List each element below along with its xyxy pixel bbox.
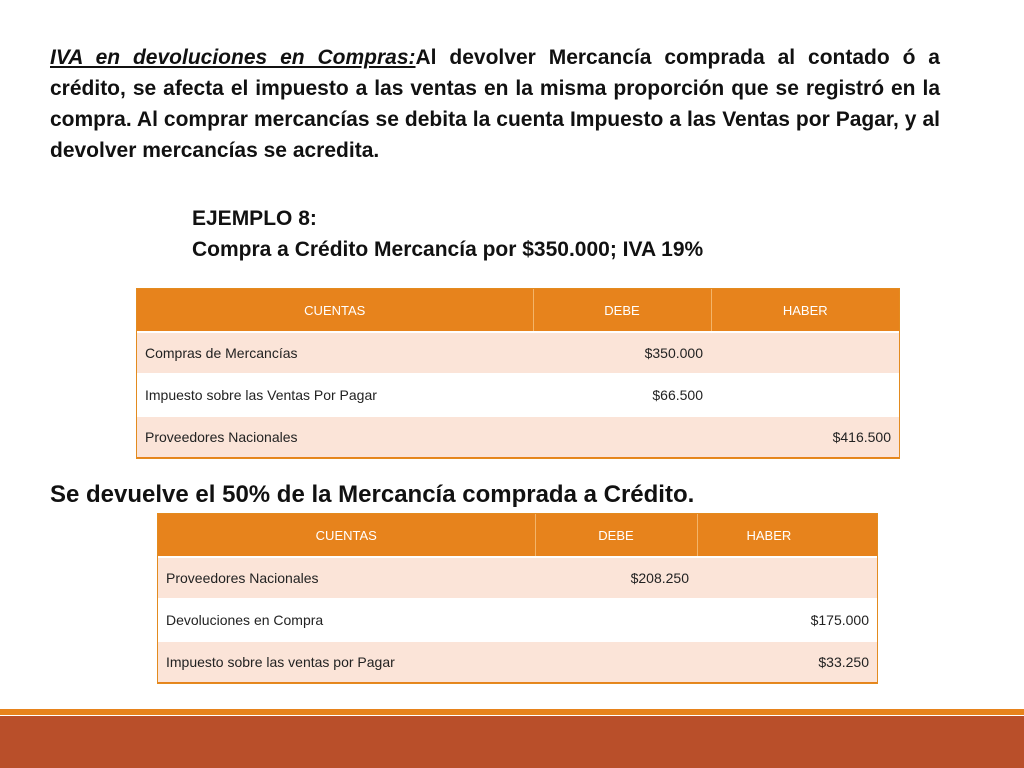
account-cell: Proveedores Nacionales [158,557,535,599]
table-row [158,557,877,599]
header-debe: DEBE [535,514,697,557]
table-row [137,332,899,374]
return-heading: Se devuelve el 50% de la Mercancía comprada a Crédito. [50,481,695,508]
table-row [137,374,899,416]
intro-paragraph [50,42,940,166]
table-row [158,599,877,641]
debit-cell: $208.250 [535,557,697,599]
account-cell: Proveedores Nacionales [137,416,533,458]
credit-cell [697,557,877,599]
credit-cell [711,332,899,374]
account-cell: Compras de Mercancías [137,332,533,374]
purchase-entry-table [137,289,899,458]
header-haber: HABER [697,514,877,557]
table-row [158,641,877,683]
table-row [137,416,899,458]
footer-accent-line [0,709,1024,715]
debit-cell [533,416,711,458]
footer-band [0,716,1024,768]
credit-cell: $175.000 [697,599,877,641]
return-entry-table [158,514,877,683]
account-cell: Devoluciones en Compra [158,599,535,641]
header-cuentas: CUENTAS [137,289,533,332]
table-header-row [158,514,877,557]
table-header-row [137,289,899,332]
account-cell: Impuesto sobre las Ventas Por Pagar [137,374,533,416]
debit-cell: $66.500 [533,374,711,416]
header-cuentas: CUENTAS [158,514,535,557]
header-haber: HABER [711,289,899,332]
credit-cell: $33.250 [697,641,877,683]
account-cell: Impuesto sobre las ventas por Pagar [158,641,535,683]
header-debe: DEBE [533,289,711,332]
debit-cell [535,599,697,641]
credit-cell: $416.500 [711,416,899,458]
example-subtitle: Compra a Crédito Mercancía por $350.000; IVA 19% [192,238,704,261]
intro-lead: IVA en devoluciones en Compras: [50,46,416,69]
example-block [192,203,703,265]
debit-cell: $350.000 [533,332,711,374]
intro-body: Al devolver Mercancía comprada al contado ó a crédito, se afecta el impuesto a las ventas en la misma proporción que se registró en la compra. Al comprar mercancías se debita la cuenta Impuesto a las Ventas por Pagar, y al devolver mercancías se acredita. [50,46,940,162]
example-title: EJEMPLO 8: [192,207,317,230]
credit-cell [711,374,899,416]
debit-cell [535,641,697,683]
